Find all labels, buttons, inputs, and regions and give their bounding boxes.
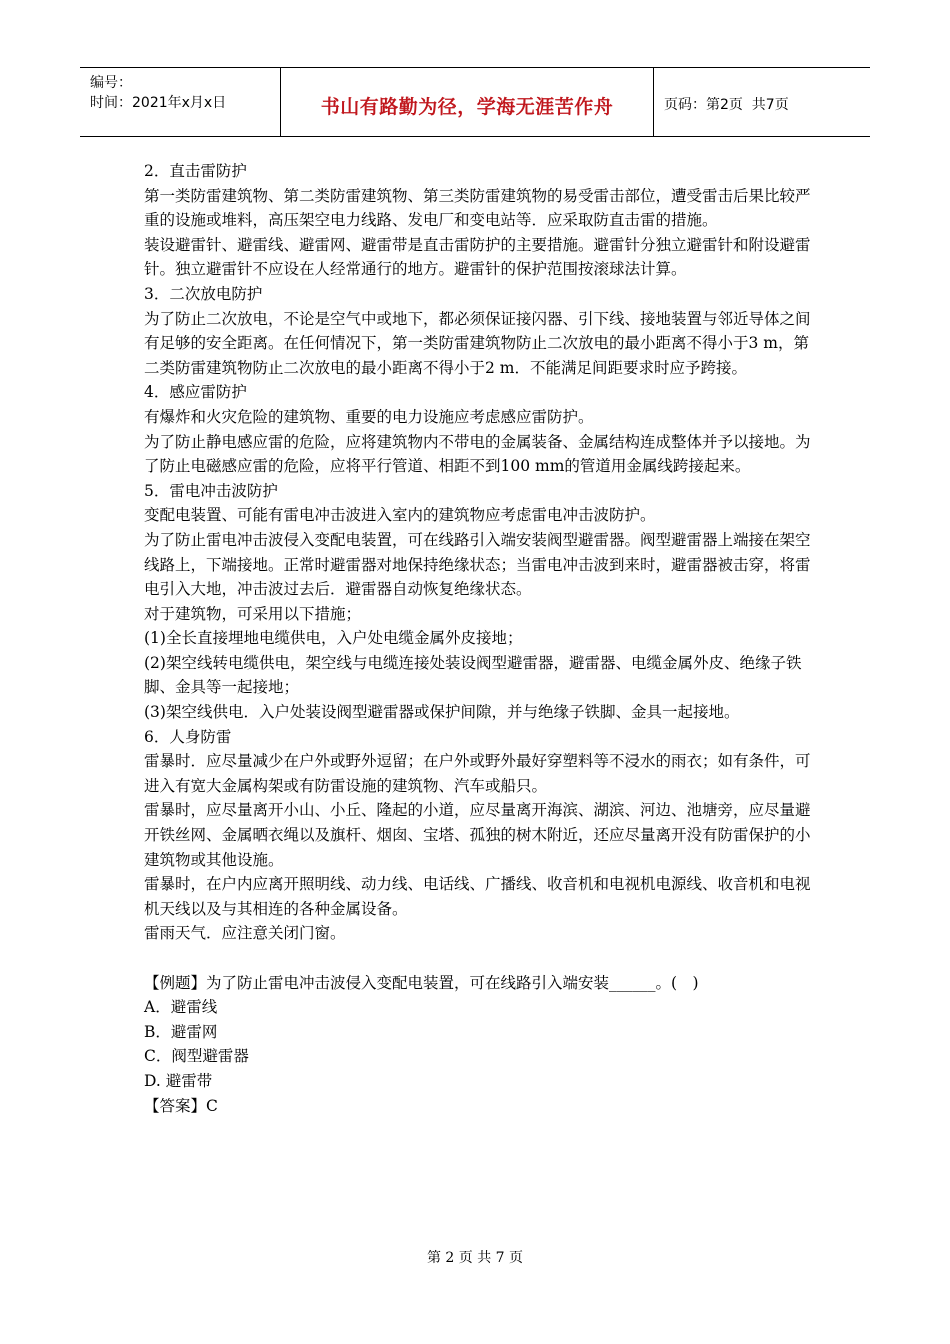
page-header: [80, 67, 870, 137]
example-option: B．避雷网: [144, 1022, 218, 1041]
example-option: D. 避雷带: [144, 1071, 213, 1090]
list-item: (2)架空线转电缆供电，架空线与电缆连接处装设阀型避雷器，避雷器、电缆金属外皮、绝缘子铁脚、金具等一起接地；: [144, 653, 802, 697]
document-body: [144, 159, 812, 1118]
spacer: [144, 946, 812, 971]
document-number-label: 编号：: [90, 75, 132, 91]
page-footer: 第 2 页 共 7 页: [426, 1250, 524, 1266]
paragraph: 装设避雷针、避雷线、避雷网、避雷带是直击雷防护的主要措施。避雷针分独立避雷针和附设避雷针。独立避雷针不应设在人经常通行的地方。避雷针的保护范围按滚球法计算。: [144, 235, 811, 279]
list-item: (1)全长直接埋地电缆供电，入户处电缆金属外皮接地；: [144, 629, 523, 648]
paragraph: 变配电装置、可能有雷电冲击波进入室内的建筑物应考虑雷电冲击波防护。: [144, 506, 656, 525]
paragraph: 雷暴时．应尽量减少在户外或野外逗留；在户外或野外最好穿塑料等不浸水的雨衣；如有条件，可进入有宽大金属构架或有防雷设施的建筑物、汽车或船只。: [144, 752, 811, 795]
example-answer: 【答案】C: [144, 1096, 218, 1115]
document-time-label: 时间：2021年x月x日: [90, 95, 227, 111]
paragraph: 为了防止静电感应雷的危险，应将建筑物内不带电的金属装备、金属结构连成整体并予以接地。为了防止电磁感应雷的危险，应将平行管道、相距不到100 mm的管道用金属线跨接起来。: [144, 432, 811, 476]
header-meta: [80, 68, 281, 136]
section-heading: 6．人身防雷: [144, 727, 232, 746]
paragraph: 为了防止二次放电，不论是空气中或地下，都必须保证接闪器、引下线、接地装置与邻近导体之间有足够的安全距离。在任何情况下，第一类防雷建筑物防止二次放电的最小距离不得小于3 m，第二类防雷建筑物防止二次放电的最小距离不得小于2 m．不能满足间距要求时应予跨接。: [144, 309, 811, 377]
section-heading: 3．二次放电防护: [144, 284, 263, 303]
paragraph: 雷暴时，在户内应离开照明线、动力线、电话线、广播线、收音机和电视机电源线、收音机和电视机天线以及与其相连的各种金属设备。: [144, 875, 811, 918]
header-motto-cell: [281, 68, 654, 136]
list-item: (3)架空线供电．入户处装设阀型避雷器或保护间隙，并与绝缘子铁脚、金具一起接地。: [144, 703, 740, 722]
paragraph: 雷雨天气．应注意关闭门窗。: [144, 924, 346, 943]
section-heading: 2．直击雷防护: [144, 162, 247, 180]
example-option: A．避雷线: [144, 998, 218, 1017]
section-heading: 4．感应雷防护: [144, 383, 247, 402]
paragraph: 雷暴时，应尽量离开小山、小丘、隆起的小道，应尽量离开海滨、湖滨、河边、池塘旁，应尽量避开铁丝网、金属晒衣绳以及旗杆、烟囱、宝塔、孤独的树木附近，还应尽量离开没有防雷保护的小建筑物或其他设施。: [144, 801, 811, 869]
paragraph: 第一类防雷建筑物、第二类防雷建筑物、第三类防雷建筑物的易受雷击部位，遭受雷击后果比较严重的设施或堆料，高压架空电力线路、发电厂和变电站等．应采取防直击雷的措施。: [144, 186, 811, 230]
header-page-label: 页码：第2页 共7页: [664, 97, 789, 113]
example-question: 【例题】为了防止雷电冲击波侵入变配电装置，可在线路引入端安装______。( ): [144, 973, 699, 992]
header-page-cell: [654, 68, 870, 136]
paragraph: 有爆炸和火灾危险的建筑物、重要的电力设施应考虑感应雷防护。: [144, 407, 594, 426]
section-heading: 5．雷电冲击波防护: [144, 481, 278, 500]
paragraph: 对于建筑物，可采用以下措施；: [144, 604, 362, 623]
example-option: C．阀型避雷器: [144, 1047, 249, 1066]
header-motto: 书山有路勤为径，学海无涯苦作舟: [320, 96, 614, 118]
paragraph: 为了防止雷电冲击波侵入变配电装置，可在线路引入端安装阀型避雷器。阀型避雷器上端接在架空线路上，下端接地。正常时避雷器对地保持绝缘状态；当雷电冲击波到来时，避雷器被击穿，将雷电引入大地，冲击波过去后．避雷器自动恢复绝缘状态。: [144, 530, 811, 599]
